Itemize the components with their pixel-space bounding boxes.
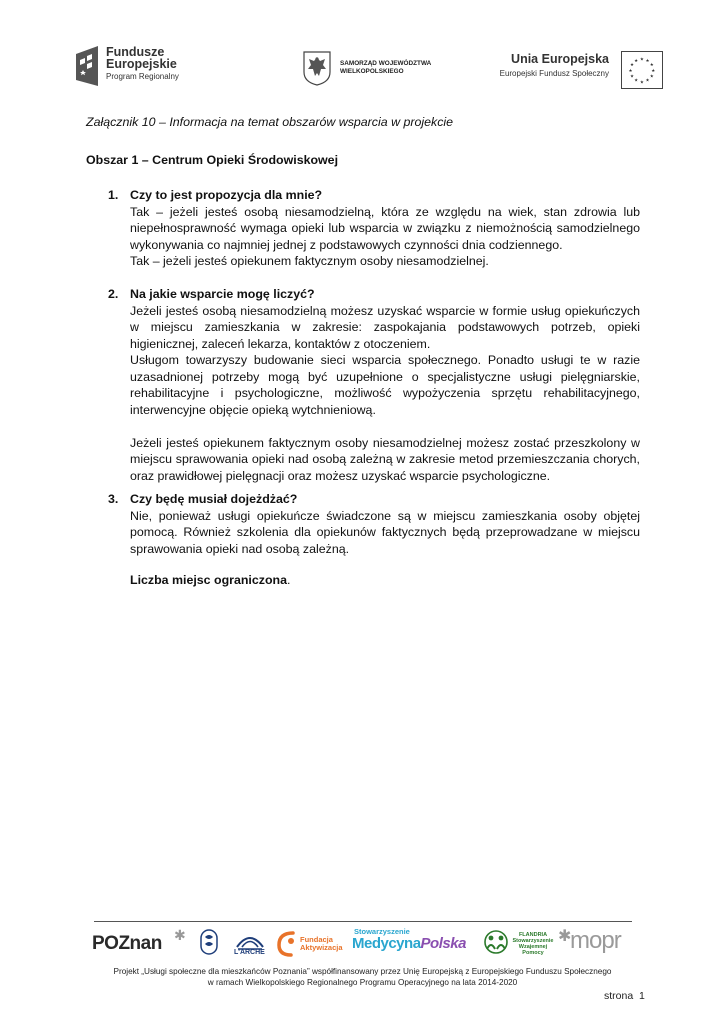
fundacja-mark-icon — [275, 929, 297, 957]
question-number: 3. — [108, 492, 119, 506]
fundusze-europejskie-logo — [74, 46, 179, 86]
annex-title: Załącznik 10 – Informacja na temat obszarów wsparcia w projekcie — [86, 115, 454, 129]
flandria-line2: Stowarzyszenie — [512, 938, 554, 944]
project-line2: w ramach Wielkopolskiego Regionalnego Programu Operacyjnego na lata 2014-2020 — [207, 978, 518, 987]
arche-label: L'ARCHE — [234, 949, 265, 956]
question-paragraph: Tak – jeżeli jesteś opiekunem faktycznym osoby niesamodzielnej. — [130, 254, 489, 268]
eu-star-icon: ★ — [639, 57, 645, 63]
ue-line2: Europejski Fundusz Społeczny — [499, 69, 609, 78]
eu-star-icon: ★ — [634, 78, 639, 84]
flandria-people-icon — [482, 929, 510, 955]
eu-star-icon: ★ — [630, 63, 635, 69]
question-paragraph: Usługom towarzyszy budowanie sieci wsparcia społecznego. Ponadto usługi te w razie uzasadnionej potrzeby mogą być uzupełnione o specjalistyczne usługi pielęgniarskie, rehabilitacyjne i psychologiczne, możliwość wypożyczenia sprzętu rehabilitacyjnego, interwencyjne objęcie opieką wytchnieniową. — [130, 353, 640, 417]
question-title: Na jakie wsparcie mogę liczyć? — [130, 287, 315, 301]
samorzad-line2: WIELKOPOLSKIEGO — [340, 68, 404, 75]
ue-line1: Unia Europejska — [511, 52, 609, 66]
eu-star-icon: ★ — [645, 59, 650, 65]
header-logos — [0, 40, 725, 100]
asterisk-icon: ✱ — [174, 927, 186, 943]
question-3 — [108, 491, 640, 557]
eu-star-icon: ★ — [628, 68, 633, 74]
unia-europejska-text — [488, 52, 609, 78]
smp-main: Medycyna — [352, 935, 421, 952]
page-number — [604, 990, 645, 1002]
question-paragraph: Jeżeli jesteś opiekunem faktycznym osoby niesamodzielnej możesz zostać przeszkolony w miejscu sprawowania opieki nad osobą zależną w zakresie metod przemieszczania chorych, oraz prawidłowej pielęgnacji oraz możesz uzyskać wsparcie psychologiczne. — [130, 435, 640, 483]
eu-star-icon: ★ — [651, 68, 656, 74]
flandria-line1: FLANDRIA — [518, 932, 548, 938]
project-info — [0, 966, 725, 988]
eu-star-icon: ★ — [645, 78, 650, 84]
fundacja-line1: Fundacja — [300, 935, 333, 944]
question-title: Czy będę musiał dojeżdżać? — [130, 492, 298, 506]
footer-divider — [94, 921, 632, 922]
question-number: 1. — [108, 188, 119, 202]
fundacja-line2: Aktywizacja — [300, 943, 343, 952]
eu-star-icon: ★ — [649, 63, 654, 69]
eagle-crest-icon — [302, 50, 332, 86]
question-number: 2. — [108, 287, 119, 301]
question-paragraph: Jeżeli jesteś osobą niesamodzielną możesz uzyskać wsparcie w formie usług opiekuńczych w miejscu zamieszkania w zakresie: zaspokajania podstawowych potrzeb, opieki higienicznej, zaleceń lekarza, kontaktów z otoczeniem. — [130, 303, 640, 351]
places-limited-tail: . — [287, 573, 291, 587]
eu-star-icon: ★ — [639, 80, 645, 86]
places-limited-note — [130, 573, 290, 587]
smp-logo — [352, 935, 466, 952]
smp-italic: Polska — [420, 935, 466, 952]
flandria-label — [512, 932, 554, 956]
eu-star-icon: ★ — [649, 74, 654, 80]
question-title: Czy to jest propozycja dla mnie? — [130, 188, 323, 202]
asterisk-icon: ✱ — [558, 928, 572, 945]
fundusze-europejskie-icon — [74, 46, 100, 86]
fundacja-aktywizacja-label — [300, 936, 343, 952]
fe-line3: Program Regionalny — [106, 72, 179, 81]
poznan-logo: POZnan — [92, 933, 162, 954]
eu-star-icon: ★ — [634, 59, 639, 65]
question-paragraph: Tak – jeżeli jesteś osobą niesamodzielną, która ze względu na wiek, stan zdrowia lub niepełnosprawność wymaga opieki lub wsparcia w związku z niemożnością samodzielnego wykonywania co najmniej jednej z podstawowych czynności dnia codziennego. — [130, 204, 640, 252]
mopr-logo: mopr — [570, 927, 621, 954]
places-limited-bold: Liczba miejsc ograniczona — [130, 573, 287, 587]
question-paragraph: Nie, ponieważ usługi opiekuńcze świadczone są w miejscu zamieszkania osoby objętej pomocą. Również szkolenia dla opiekunów faktycznych będą przeprowadzane w miejscu sprawowania opieki nad osobą zależną. — [130, 508, 640, 556]
flandria-line3: Wzajemnej Pomocy — [518, 944, 548, 956]
eu-flag-icon — [621, 51, 663, 89]
question-2 — [108, 286, 640, 484]
fe-line1: Fundusze — [106, 45, 165, 59]
samorzad-line1: SAMORZĄD WOJEWÓDZTWA — [340, 60, 432, 67]
fe-line2: Europejskie — [106, 57, 177, 71]
project-line1: Projekt „Usługi społeczne dla mieszkańców Poznania” współfinansowany przez Unię Europejską z Europejskiego Funduszu Społecznego — [113, 967, 612, 976]
page-label: strona — [604, 990, 634, 1002]
samorzad-logo — [302, 50, 431, 86]
smp-line1: Stowarzyszenie — [354, 927, 410, 936]
eu-star-icon: ★ — [630, 74, 635, 80]
page-number-value: 1 — [639, 990, 645, 1002]
question-1 — [108, 187, 640, 270]
kpk-emblem-icon — [200, 929, 218, 955]
partner-logos — [92, 925, 637, 963]
area-title: Obszar 1 – Centrum Opieki Środowiskowej — [86, 153, 339, 167]
